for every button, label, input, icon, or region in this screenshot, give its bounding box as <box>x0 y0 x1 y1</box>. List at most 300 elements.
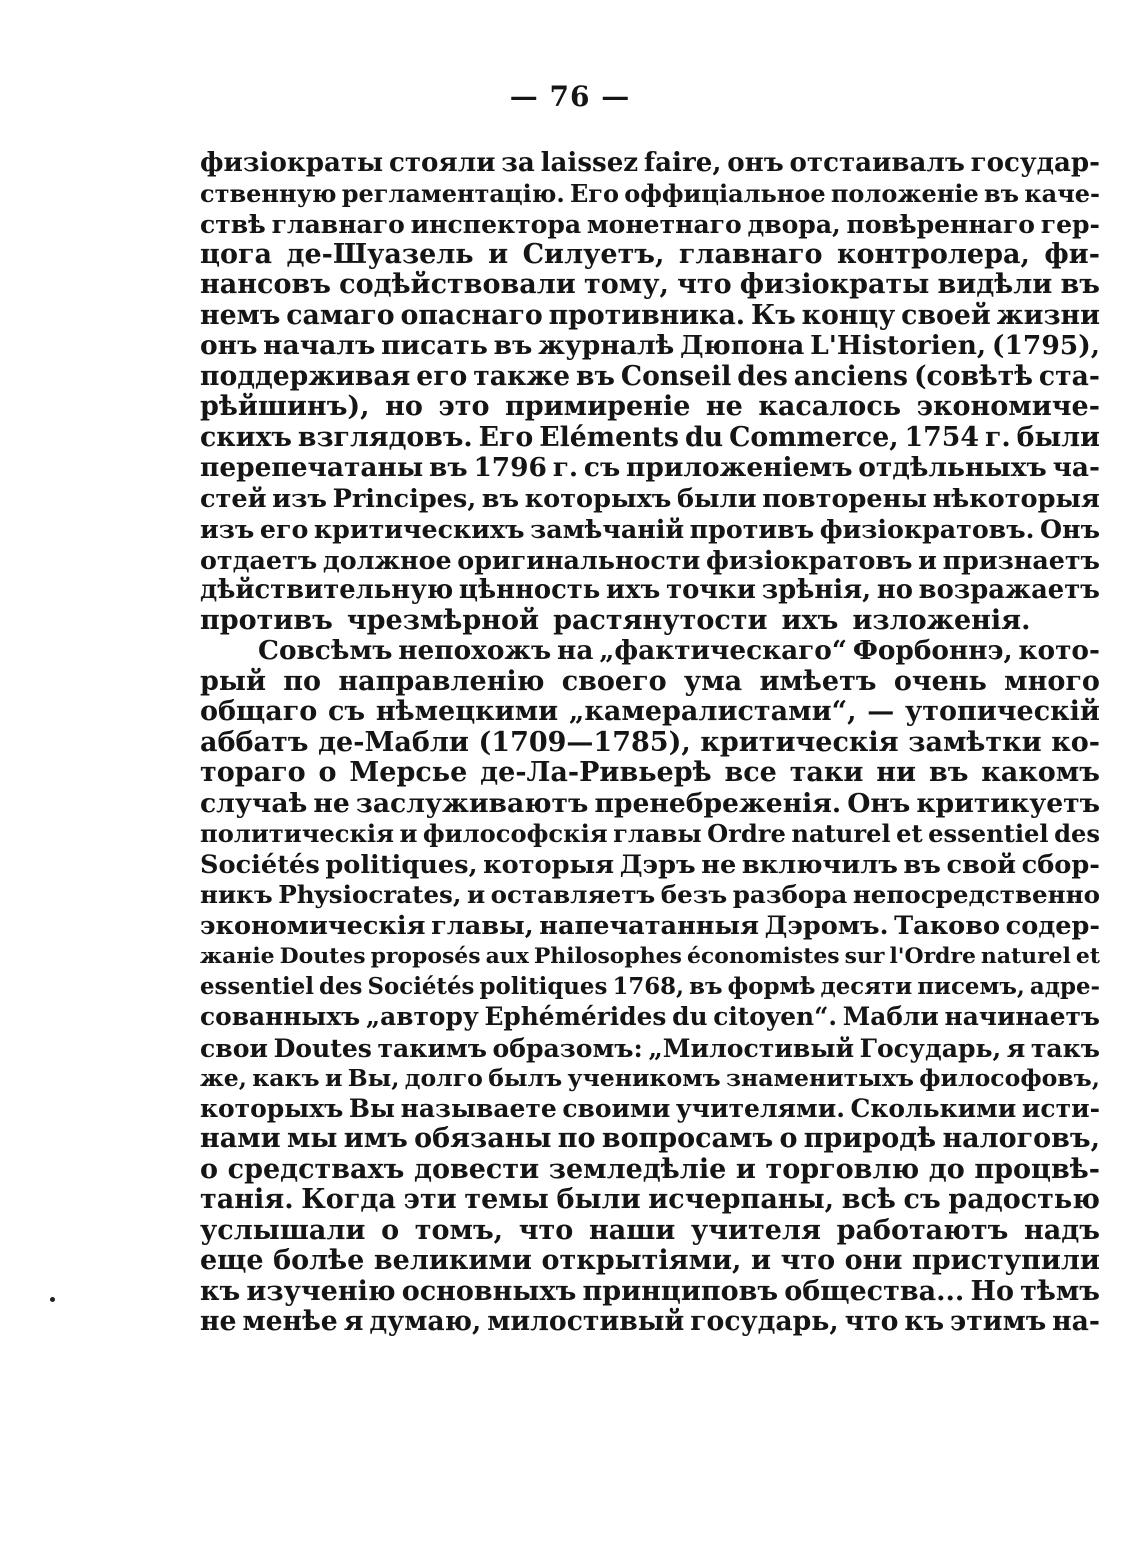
word: и <box>735 1153 756 1185</box>
word: нѣкоторыя <box>932 483 1100 514</box>
word: съ <box>903 1184 941 1215</box>
word: Силуетъ, <box>522 238 665 270</box>
word: отдаетъ <box>200 544 318 575</box>
word: въ <box>903 849 941 880</box>
word: называете <box>400 1093 557 1123</box>
word: открытіями, <box>541 1245 742 1276</box>
margin-mark <box>50 1297 55 1302</box>
word: къ <box>904 1306 945 1337</box>
word: темы <box>464 1184 549 1215</box>
text-line <box>200 1063 1100 1094</box>
word: нансовъ <box>200 269 331 300</box>
word: оригинальности <box>457 544 701 575</box>
text-line <box>200 850 1100 881</box>
word: (1709—1785), <box>478 726 691 758</box>
text-line <box>200 1246 1100 1277</box>
word: были <box>1016 421 1100 453</box>
word: „камералистами“, <box>568 696 857 727</box>
word: десяти <box>820 973 913 1000</box>
word: въ <box>1060 269 1100 300</box>
word: изъ <box>272 483 328 514</box>
word: торговлю <box>765 1153 920 1185</box>
word: главнаго <box>271 209 405 239</box>
word: думаю, <box>369 1306 482 1337</box>
text-line <box>200 301 1100 332</box>
word: писать <box>381 330 488 361</box>
word: du <box>672 1002 708 1031</box>
word: экономическія <box>200 910 426 941</box>
word: ихъ <box>606 575 661 605</box>
word: Doutes <box>279 943 366 969</box>
word: politiques, <box>325 849 478 880</box>
word: до <box>928 1153 965 1185</box>
word: былъ <box>488 1064 563 1092</box>
word: двора, <box>747 209 841 239</box>
word: какъ <box>252 1064 320 1092</box>
word: природѣ <box>803 1123 937 1154</box>
word: Sociétés <box>200 849 320 880</box>
word: формѣ <box>727 973 816 1000</box>
word: имъ <box>343 1123 408 1154</box>
text-line <box>200 179 1100 210</box>
word: милостивый <box>487 1306 685 1337</box>
word: приступили <box>911 1245 1100 1276</box>
text-line <box>200 941 1100 972</box>
word: очень <box>893 665 987 697</box>
word: нѣмецкими <box>375 696 559 727</box>
word: г. <box>984 421 1011 453</box>
word: что <box>677 269 732 300</box>
word: Eléments <box>539 421 679 453</box>
word: содер- <box>1005 910 1100 941</box>
word: оффиціальное <box>624 178 826 208</box>
word: чрезмѣрной <box>346 604 540 636</box>
word: которыя <box>483 849 615 880</box>
word: Его <box>478 421 534 453</box>
word: возражаетъ <box>918 575 1100 605</box>
word: непосредственно <box>852 880 1100 909</box>
word: растянутости <box>553 604 768 636</box>
word: томъ, <box>414 1214 504 1246</box>
word: о <box>779 1123 798 1154</box>
word: немъ <box>200 299 281 331</box>
word: не <box>701 849 737 880</box>
word: Дэръ <box>619 849 696 880</box>
word: услышали <box>200 1214 366 1246</box>
word: принциповъ <box>582 1275 779 1307</box>
word: Дюпона <box>679 330 805 361</box>
word: изъ <box>200 514 255 544</box>
text-line <box>200 819 1100 850</box>
word: ча- <box>1052 452 1100 483</box>
word: рѣйшинъ), <box>200 391 370 422</box>
word: эти <box>403 1184 457 1215</box>
word: безъ <box>660 880 728 909</box>
word: исчерпаны, <box>648 1184 835 1215</box>
word: онъ <box>200 330 258 361</box>
word: образомъ: <box>492 1032 643 1063</box>
word: отдѣльныхъ <box>858 452 1047 483</box>
word: государь, <box>690 1306 839 1337</box>
word: Мабли <box>842 1002 939 1031</box>
word: критическія <box>700 726 899 758</box>
text-line <box>200 1307 1100 1338</box>
word: радостью <box>948 1184 1100 1215</box>
word: монетнаго <box>586 209 742 239</box>
word: гер- <box>1040 209 1100 239</box>
word: отстаивалъ <box>789 147 965 178</box>
word: въ <box>984 178 1020 208</box>
word: которыхъ <box>524 483 672 514</box>
word: физіократовъ. <box>819 514 1035 544</box>
text-line <box>200 667 1100 698</box>
word: faire, <box>643 147 722 178</box>
word: видѣли <box>937 269 1053 300</box>
word: ста- <box>1038 360 1100 392</box>
word: знаменитыхъ <box>726 1064 914 1092</box>
text-line <box>200 880 1100 911</box>
text-line <box>200 331 1100 362</box>
word: признаетъ <box>942 544 1100 575</box>
word: которыхъ <box>200 1093 344 1123</box>
word: это <box>438 391 490 422</box>
word: противъ <box>689 514 815 544</box>
word: примиреніе <box>505 391 691 422</box>
word: менѣе <box>242 1306 338 1337</box>
word: ихъ <box>781 604 839 636</box>
word: таки <box>789 757 864 788</box>
word: что <box>780 1245 836 1276</box>
word: naturel <box>980 943 1071 969</box>
word: не <box>313 787 350 819</box>
word: такъ <box>1030 1032 1100 1063</box>
word: но <box>385 391 423 422</box>
text-line <box>200 575 1100 606</box>
word: я <box>343 1306 364 1337</box>
word: сбор- <box>1021 849 1100 880</box>
word: критическихъ <box>313 514 525 544</box>
word: о <box>200 1153 219 1185</box>
word: процвѣ- <box>974 1153 1100 1185</box>
word: своей <box>901 299 991 331</box>
word: essentiel <box>928 819 1049 848</box>
word: заслуживаютъ <box>355 787 589 819</box>
word: имѣетъ <box>759 665 877 697</box>
word: стояли <box>388 147 496 178</box>
word: essentiel <box>200 973 314 1000</box>
word: свои <box>200 1032 269 1063</box>
word: общаго <box>200 696 318 727</box>
word: ума <box>683 665 743 697</box>
word: утопическій <box>904 696 1100 727</box>
word: де-Мабли <box>318 726 469 758</box>
word: Онъ <box>1040 514 1100 544</box>
word: ко- <box>1051 726 1100 758</box>
word: et <box>1075 943 1100 969</box>
word: Philosophes <box>533 943 682 969</box>
word: „Милостивый <box>648 1032 855 1063</box>
word: случаѣ <box>200 787 308 819</box>
word: дѣйствительную <box>200 575 454 605</box>
word: „автору <box>365 1002 479 1031</box>
word: начинаетъ <box>944 1002 1100 1031</box>
word: aux <box>485 943 529 969</box>
word: же, <box>200 1064 247 1092</box>
word: (совѣтѣ <box>913 360 1033 392</box>
word: журналѣ <box>538 330 675 361</box>
word: писемъ, <box>917 973 1025 1000</box>
text-line <box>200 728 1100 759</box>
word: за <box>501 147 535 178</box>
word: такимъ <box>377 1032 487 1063</box>
word: и <box>488 238 509 270</box>
word: мы <box>286 1123 338 1154</box>
text-line <box>200 1155 1100 1186</box>
word: также <box>473 360 571 392</box>
word: Ephémérides <box>484 1002 667 1031</box>
text-line <box>200 484 1100 515</box>
word: изложенія. <box>852 604 1031 636</box>
word: съ <box>327 696 366 727</box>
word: контролера, <box>836 238 1030 270</box>
word: l'Ordre <box>889 943 976 969</box>
word: кото- <box>1018 635 1100 666</box>
word: земледѣліе <box>548 1153 727 1185</box>
word: о <box>318 757 337 788</box>
word: цога <box>200 238 272 270</box>
word: напечатанныя <box>539 910 759 941</box>
word: самаго <box>286 299 395 331</box>
word: стей <box>200 483 267 514</box>
word: инспектора <box>410 209 582 239</box>
word: были <box>676 483 757 514</box>
word: на <box>557 635 594 666</box>
word: въ <box>493 330 533 361</box>
word: тораго <box>200 757 306 788</box>
word: Conseil <box>620 360 732 392</box>
word: не <box>200 1306 237 1337</box>
word: laissez <box>540 147 639 178</box>
word: взглядовъ. <box>297 421 473 453</box>
word: Дэромъ. <box>764 910 889 941</box>
word: общества... <box>784 1275 965 1307</box>
word: и <box>324 1064 343 1092</box>
word: Мерсье <box>349 757 468 788</box>
word: Вы <box>348 1093 396 1123</box>
word: по <box>557 1123 596 1154</box>
text-line <box>200 209 1100 240</box>
word: довести <box>413 1153 540 1185</box>
word: основныхъ <box>401 1275 577 1307</box>
word: его <box>259 514 309 544</box>
text-line <box>200 789 1100 820</box>
word: непохожъ <box>398 635 552 666</box>
word: ни <box>876 757 917 788</box>
word: anciens <box>793 360 908 392</box>
word: г. <box>552 452 579 483</box>
word: болѣе <box>273 1245 365 1276</box>
word: великими <box>373 1245 532 1276</box>
text-line <box>200 1002 1100 1033</box>
text-line <box>200 1033 1100 1064</box>
word: концу <box>801 299 896 331</box>
word: де-Шуазель <box>286 238 474 270</box>
word: скихъ <box>200 421 292 453</box>
word: регламентацію. <box>341 178 565 208</box>
word: пренебреженія. <box>594 787 842 819</box>
word: politiques <box>479 973 608 1000</box>
word: цѣнность <box>458 575 601 605</box>
word: критикуетъ <box>916 787 1100 819</box>
word: по <box>283 665 322 697</box>
word: главнаго <box>678 238 823 270</box>
word: въ <box>429 452 468 483</box>
text-line <box>200 270 1100 301</box>
word: и <box>918 544 937 575</box>
word: Государь, <box>859 1032 1002 1063</box>
word: экономиче- <box>916 391 1100 422</box>
word: Ordre <box>707 819 786 848</box>
word: въ <box>481 483 520 514</box>
text-line <box>200 1277 1100 1308</box>
word: Commerce, <box>729 421 899 453</box>
text-line <box>200 606 1100 637</box>
word: Таково <box>894 910 1000 941</box>
word: не <box>705 391 743 422</box>
text-line <box>200 636 1100 667</box>
text-line <box>200 392 1100 423</box>
word: все <box>724 757 777 788</box>
word: наши <box>588 1214 676 1246</box>
word: физіократы <box>200 147 384 178</box>
word: proposés <box>370 943 481 969</box>
word: философскія <box>422 819 608 848</box>
word: — <box>867 696 895 727</box>
word: противъ <box>200 604 333 636</box>
word: что <box>518 1214 574 1246</box>
word: сованныхъ <box>200 1002 361 1031</box>
text-line <box>200 911 1100 942</box>
word: Форбоннэ, <box>852 635 1013 666</box>
word: L'Historien, <box>810 330 987 361</box>
word: оставляетъ <box>490 880 656 909</box>
word: sur <box>844 943 885 969</box>
word: въ <box>576 360 615 392</box>
word: о <box>381 1214 400 1246</box>
word: свой <box>946 849 1017 880</box>
word: жаніе <box>200 943 275 969</box>
text-line <box>200 1216 1100 1247</box>
word: политическія <box>200 819 394 848</box>
word: опаснаго <box>400 299 543 331</box>
word: и <box>399 819 418 848</box>
word: 1796 <box>473 452 547 483</box>
word: противника. <box>548 299 746 331</box>
word: включилъ <box>741 849 898 880</box>
word: naturel <box>791 819 891 848</box>
text-line <box>200 545 1100 576</box>
word: повѣреннаго <box>846 209 1035 239</box>
word: Его <box>569 178 619 208</box>
word: Къ <box>750 299 796 331</box>
word: положеніе <box>830 178 979 208</box>
word: Когда <box>301 1184 396 1215</box>
text-line <box>200 514 1100 545</box>
word: учителями. <box>675 1093 845 1123</box>
word: учителя <box>690 1214 821 1246</box>
word: ственную <box>200 178 337 208</box>
word: Сколькими <box>850 1093 1017 1123</box>
word: рый <box>200 665 266 697</box>
word: фи- <box>1044 238 1100 270</box>
text-line <box>200 362 1100 393</box>
word: касалось <box>758 391 902 422</box>
word: приложеніемъ <box>626 452 853 483</box>
word: вопросамъ <box>601 1123 774 1154</box>
word: économistes <box>686 943 840 969</box>
word: государ- <box>970 147 1100 178</box>
word: что <box>844 1306 899 1337</box>
word: разбора <box>732 880 848 909</box>
word: обязаны <box>414 1123 552 1154</box>
word: были <box>556 1184 641 1215</box>
word: повторены <box>762 483 927 514</box>
word: зрѣнія, <box>761 575 872 605</box>
word: Совсѣмъ <box>258 635 393 666</box>
word: много <box>1004 665 1100 697</box>
word: и <box>751 1245 772 1276</box>
word: къ <box>200 1275 241 1307</box>
text-line <box>200 423 1100 454</box>
word: на- <box>1052 1306 1100 1337</box>
word: изученію <box>246 1275 396 1307</box>
word: танія. <box>200 1184 294 1215</box>
word: философовъ, <box>919 1064 1100 1092</box>
word: Principes, <box>332 483 477 514</box>
word: Но <box>970 1275 1014 1307</box>
word: исти- <box>1021 1093 1100 1123</box>
word: замѣтки <box>908 726 1042 758</box>
page-number: — 76 — <box>509 80 631 113</box>
text-line <box>200 972 1100 1003</box>
word: точки <box>666 575 756 605</box>
word: 1768, <box>612 973 685 1000</box>
word: des <box>319 973 363 1000</box>
body-text <box>200 148 1100 1338</box>
word: своего <box>561 665 667 697</box>
word: но <box>876 575 913 605</box>
word: главы <box>613 819 702 848</box>
word: физіократовъ <box>706 544 913 575</box>
word: этимъ <box>950 1306 1047 1337</box>
word: тому, <box>584 269 669 300</box>
word: средствахъ <box>227 1153 405 1185</box>
text-line <box>200 453 1100 484</box>
text-line <box>200 1185 1100 1216</box>
word: я <box>1006 1032 1026 1063</box>
word: началъ <box>263 330 376 361</box>
word: нами <box>200 1123 281 1154</box>
text-line <box>200 697 1100 728</box>
word: Онъ <box>847 787 911 819</box>
word: всѣ <box>841 1184 896 1215</box>
word: онъ <box>727 147 784 178</box>
word: де-Ла-Ривьерѣ <box>480 757 712 788</box>
text-line <box>200 240 1100 271</box>
word: Doutes <box>273 1032 372 1063</box>
word: его <box>416 360 468 392</box>
word: 1754 <box>904 421 979 453</box>
